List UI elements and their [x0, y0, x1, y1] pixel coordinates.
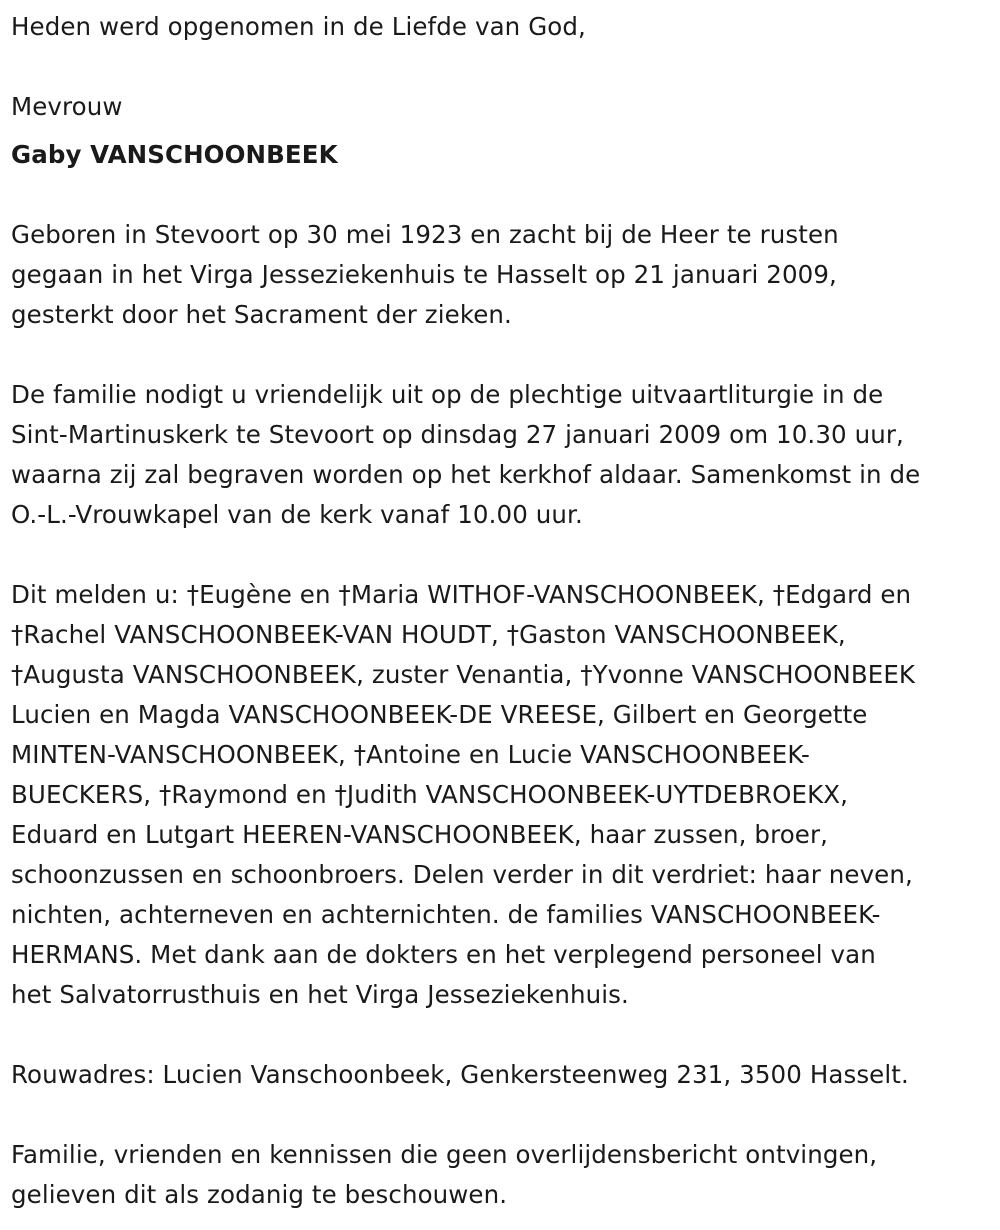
- paragraph-line: schoonzussen en schoonbroers. Delen verder in dit verdriet: haar neven,: [11, 860, 913, 889]
- paragraph-line: Sint-Martinuskerk te Stevoort op dinsdag 27 januari 2009 om 10.30 uur,: [11, 420, 904, 449]
- paragraph-line: BUECKERS, †Raymond en †Judith VANSCHOONBEEK-UYTDEBROEKX,: [11, 780, 849, 809]
- paragraph-line: HERMANS. Met dank aan de dokters en het verplegend personeel van: [11, 940, 876, 969]
- closing-paragraph: [11, 1135, 996, 1215]
- paragraph-line: †Augusta VANSCHOONBEEK, zuster Venantia, †Yvonne VANSCHOONBEEK: [11, 660, 916, 689]
- paragraph-line: gegaan in het Virga Jesseziekenhuis te Hasselt op 21 januari 2009,: [11, 260, 837, 289]
- invitation-paragraph: [11, 375, 996, 535]
- mourning-address: Rouwadres: Lucien Vanschoonbeek, Genkersteenweg 231, 3500 Hasselt.: [11, 1060, 909, 1089]
- paragraph-line: Familie, vrienden en kennissen die geen overlijdensbericht ontvingen,: [11, 1140, 878, 1169]
- intro-text: Heden werd opgenomen in de Liefde van God,: [11, 12, 586, 41]
- paragraph-line: Eduard en Lutgart HEEREN-VANSCHOONBEEK, haar zussen, broer,: [11, 820, 829, 849]
- deceased-name: Gaby VANSCHOONBEEK: [11, 140, 338, 169]
- salutation: Mevrouw: [11, 92, 123, 121]
- paragraph-line: Geboren in Stevoort op 30 mei 1923 en zacht bij de Heer te rusten: [11, 220, 839, 249]
- paragraph-line: gelieven dit als zodanig te beschouwen.: [11, 1180, 508, 1209]
- paragraph-line: nichten, achterneven en achternichten. de families VANSCHOONBEEK-: [11, 900, 881, 929]
- paragraph-line: gesterkt door het Sacrament der zieken.: [11, 300, 512, 329]
- paragraph-line: waarna zij zal begraven worden op het kerkhof aldaar. Samenkomst in de: [11, 460, 921, 489]
- paragraph-line: MINTEN-VANSCHOONBEEK, †Antoine en Lucie VANSCHOONBEEK-: [11, 740, 810, 769]
- paragraph-line: De familie nodigt u vriendelijk uit op de plechtige uitvaartliturgie in de: [11, 380, 884, 409]
- paragraph-line: het Salvatorrusthuis en het Virga Jesseziekenhuis.: [11, 980, 629, 1009]
- paragraph-line: O.-L.-Vrouwkapel van de kerk vanaf 10.00 uur.: [11, 500, 583, 529]
- paragraph-line: Lucien en Magda VANSCHOONBEEK-DE VREESE, Gilbert en Georgette: [11, 700, 868, 729]
- family-paragraph: [11, 575, 996, 1015]
- paragraph-line: Dit melden u: †Eugène en †Maria WITHOF-VANSCHOONBEEK, †Edgard en: [11, 580, 912, 609]
- paragraph-line: †Rachel VANSCHOONBEEK-VAN HOUDT, †Gaston VANSCHOONBEEK,: [11, 620, 846, 649]
- obituary-document: [11, 7, 996, 1215]
- birth-paragraph: [11, 215, 996, 335]
